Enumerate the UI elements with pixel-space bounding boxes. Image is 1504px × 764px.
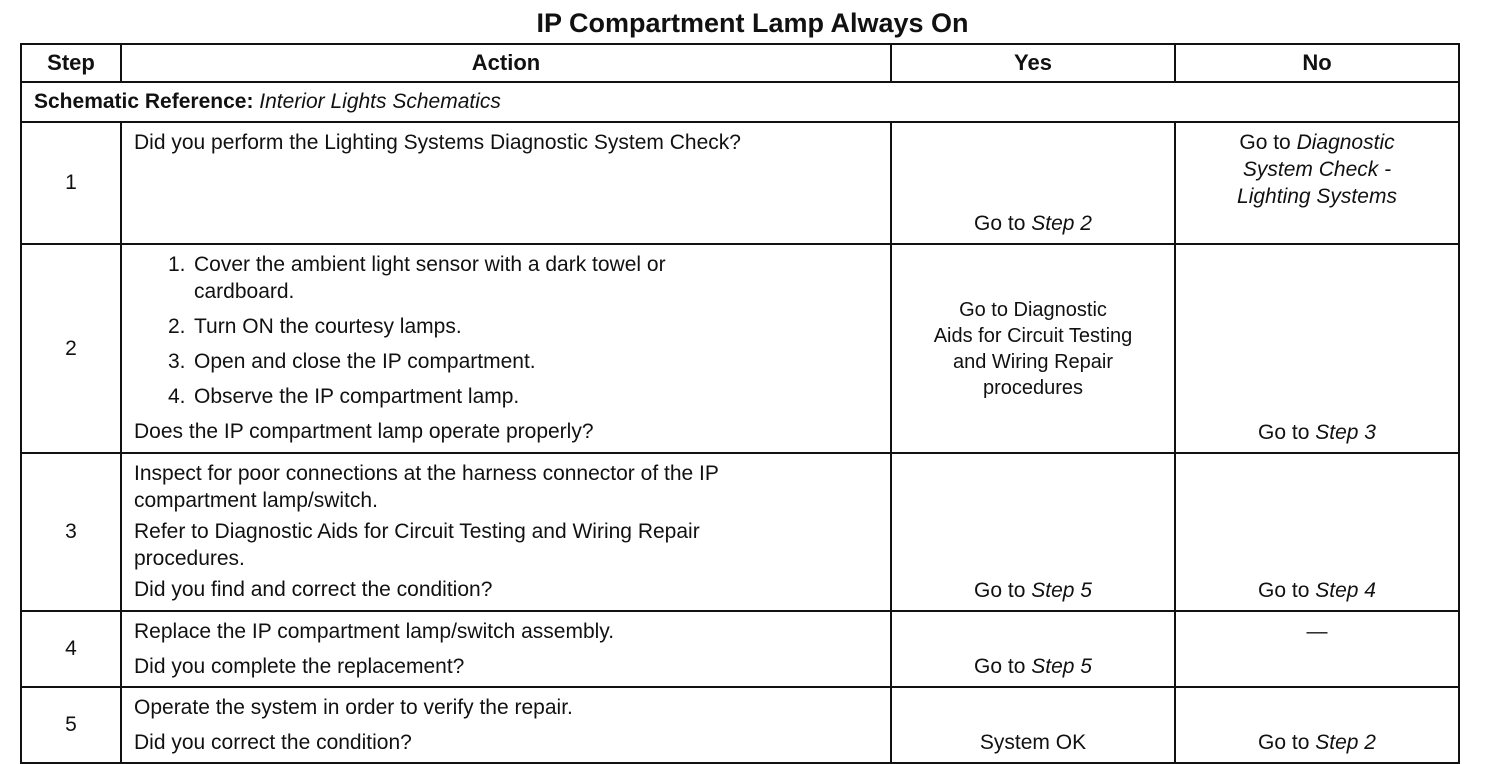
table-row: [21, 122, 1459, 244]
action-text: Inspect for poor connections at the harness connector of the IP: [134, 462, 719, 485]
schematic-reference-row: [21, 82, 1459, 122]
table-row: [21, 687, 1459, 763]
header-yes: Yes: [891, 44, 1175, 82]
header-step: Step: [21, 44, 121, 82]
action-text: Operate the system in order to verify the repair.: [134, 696, 573, 719]
list-item: 4. Observe the IP compartment lamp.: [168, 385, 520, 408]
yes-text: Go to Step 5: [974, 579, 1092, 602]
yes-cell: [891, 122, 1175, 244]
list-item: 2. Turn ON the courtesy lamps.: [168, 315, 462, 338]
yes-text: Go to Diagnostic Aids for Circuit Testing and Wiring Repair procedures: [933, 298, 1133, 399]
schematic-reference: [21, 82, 1459, 122]
action-cell: [121, 244, 891, 453]
schematic-reference-label: Schematic Reference:: [34, 90, 254, 113]
no-cell: [1175, 687, 1459, 763]
no-cell: [1175, 122, 1459, 244]
step-link[interactable]: Step 5: [1031, 579, 1092, 602]
action-cell: [121, 453, 891, 611]
schematic-reference-link[interactable]: Interior Lights Schematics: [259, 90, 501, 113]
table-row: [21, 244, 1459, 453]
header-row: [21, 44, 1459, 82]
yes-text: System OK: [979, 731, 1087, 754]
yes-text: Go to Step 2: [974, 212, 1092, 235]
yes-cell: [891, 244, 1175, 453]
step-number: 5: [21, 687, 121, 763]
action-text: Replace the IP compartment lamp/switch assembly.: [134, 620, 615, 643]
yes-cell: [891, 611, 1175, 687]
diagnostic-table: [20, 43, 1460, 764]
step-number: 3: [21, 453, 121, 611]
action-text: compartment lamp/switch.: [134, 489, 378, 512]
step-link[interactable]: Step 2: [1031, 212, 1092, 235]
step-link[interactable]: Step 4: [1315, 579, 1376, 602]
no-cell: [1175, 611, 1459, 687]
step-number: 2: [21, 244, 121, 453]
procedure-list: [134, 251, 878, 410]
page-title: IP Compartment Lamp Always On: [536, 8, 969, 38]
no-text: Go to Step 3: [1258, 421, 1376, 444]
step-number: 1: [21, 122, 121, 244]
step-number: 4: [21, 611, 121, 687]
no-text: Go to Step 4: [1258, 579, 1376, 602]
question-text: Does the IP compartment lamp operate properly?: [134, 420, 594, 443]
table-row: [21, 611, 1459, 687]
action-text: procedures.: [134, 547, 245, 570]
question-text: Did you complete the replacement?: [134, 655, 465, 678]
no-text: —: [1306, 620, 1328, 643]
step-link[interactable]: Step 2: [1315, 731, 1376, 754]
step-link[interactable]: Step 5: [1031, 655, 1092, 678]
no-text: Go to Step 2: [1258, 731, 1376, 754]
list-item: 1. Cover the ambient light sensor with a dark towel or cardboard.: [168, 253, 666, 303]
list-item: 3. Open and close the IP compartment.: [168, 350, 536, 373]
action-text: Did you perform the Lighting Systems Diagnostic System Check?: [134, 131, 741, 154]
step-link[interactable]: Step 3: [1315, 421, 1376, 444]
no-cell: [1175, 244, 1459, 453]
action-cell: [121, 122, 891, 244]
action-cell: [121, 687, 891, 763]
action-text: Refer to Diagnostic Aids for Circuit Testing and Wiring Repair: [134, 520, 700, 543]
diagnostic-link[interactable]: Diagnostic: [1296, 131, 1395, 154]
table-row: [21, 453, 1459, 611]
yes-cell: [891, 687, 1175, 763]
action-cell: [121, 611, 891, 687]
header-action: Action: [121, 44, 891, 82]
question-text: Did you correct the condition?: [134, 731, 412, 754]
no-text: Go to Diagnostic System Check - Lighting Systems: [1237, 131, 1397, 208]
yes-text: Go to Step 5: [974, 655, 1092, 678]
yes-cell: [891, 453, 1175, 611]
no-cell: [1175, 453, 1459, 611]
question-text: Did you find and correct the condition?: [134, 578, 493, 601]
header-no: No: [1175, 44, 1459, 82]
